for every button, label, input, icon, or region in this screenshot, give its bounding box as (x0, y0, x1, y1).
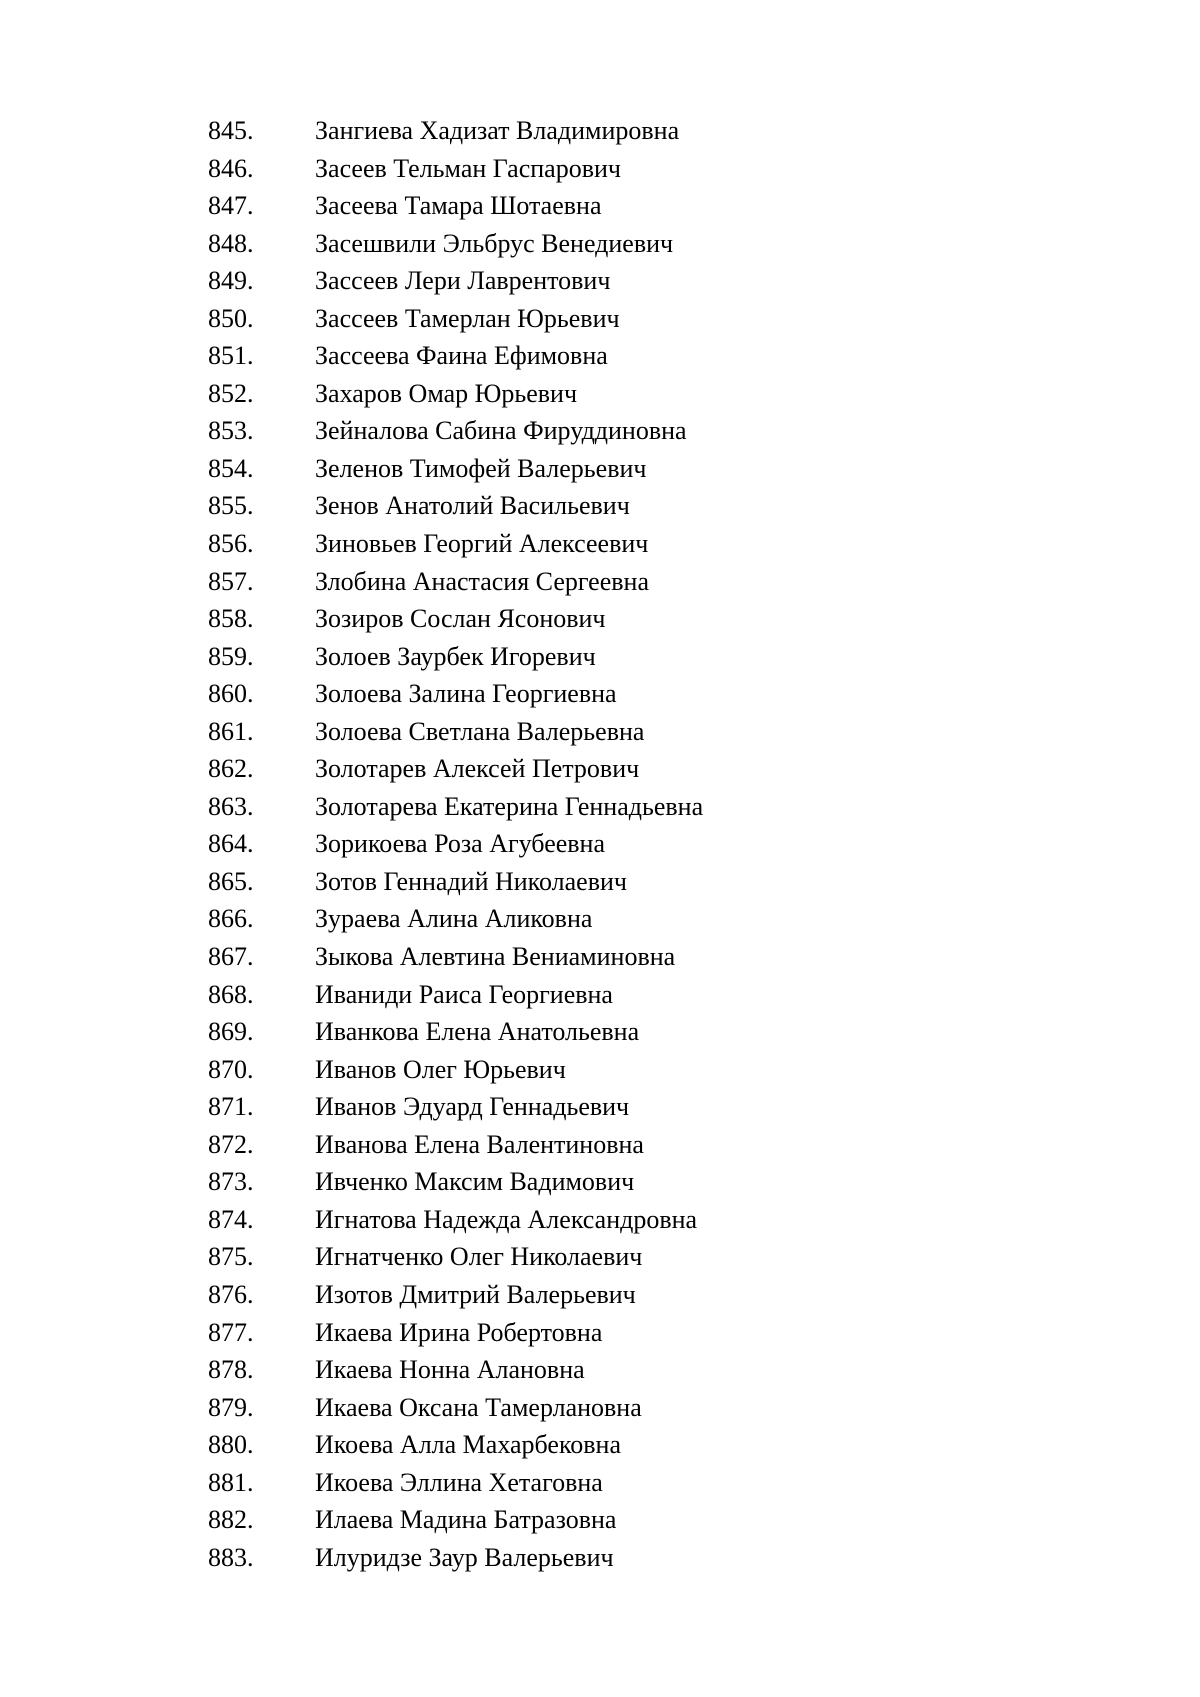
entry-number: 849. (208, 266, 254, 296)
entry-name: Илуридзе Заур Валерьевич (315, 1542, 614, 1572)
entry-name: Засеев Тельман Гаспарович (315, 153, 621, 183)
entry-number: 865. (208, 866, 254, 896)
entry-number: 864. (208, 829, 254, 859)
entry-number: 874. (208, 1204, 254, 1234)
entry-name: Икаева Ирина Робертовна (315, 1317, 603, 1347)
entry-number: 854. (208, 453, 254, 483)
entry-number: 862. (208, 754, 254, 784)
entry-number: 881. (208, 1467, 254, 1497)
entry-number: 847. (208, 191, 254, 221)
entry-number: 851. (208, 341, 254, 371)
entry-name: Захаров Омар Юрьевич (315, 378, 578, 408)
entry-name: Зеленов Тимофей Валерьевич (315, 453, 647, 483)
entry-number: 855. (208, 491, 254, 521)
entry-number: 877. (208, 1317, 254, 1347)
entry-number: 883. (208, 1542, 254, 1572)
entry-number: 850. (208, 303, 254, 333)
entry-number: 852. (208, 378, 254, 408)
entry-name: Зассеева Фаина Ефимовна (315, 341, 608, 371)
entry-name: Икоева Эллина Хетаговна (315, 1467, 603, 1497)
entry-name: Зиновьев Георгий Алексеевич (315, 529, 649, 559)
entry-number: 882. (208, 1505, 254, 1535)
entry-name: Зейналова Сабина Фируддиновна (315, 416, 687, 446)
entry-name: Игнатченко Олег Николаевич (315, 1242, 643, 1272)
entry-name: Золоева Залина Георгиевна (315, 679, 617, 709)
entry-number: 857. (208, 566, 254, 596)
entry-name: Иваниди Раиса Георгиевна (315, 979, 613, 1009)
entry-number: 859. (208, 641, 254, 671)
entry-number: 872. (208, 1129, 254, 1159)
entry-name: Зассеев Тамерлан Юрьевич (315, 303, 620, 333)
entry-name: Иванова Елена Валентиновна (315, 1129, 644, 1159)
entry-number: 869. (208, 1017, 254, 1047)
entry-number: 848. (208, 228, 254, 258)
entry-number: 846. (208, 153, 254, 183)
entry-number: 870. (208, 1054, 254, 1084)
entry-name: Засешвили Эльбрус Венедиевич (315, 228, 674, 258)
entry-number: 845. (208, 116, 254, 145)
entry-number: 871. (208, 1092, 254, 1122)
entry-name: Иванкова Елена Анатольевна (315, 1017, 640, 1047)
entry-name: Илаева Мадина Батразовна (315, 1505, 617, 1535)
entry-name: Ивченко Максим Вадимович (315, 1167, 635, 1197)
entry-name: Злобина Анастасия Сергеевна (315, 566, 649, 596)
entry-number: 868. (208, 979, 254, 1009)
entry-number: 878. (208, 1355, 254, 1385)
entry-number: 875. (208, 1242, 254, 1272)
entry-name: Зассеев Лери Лаврентович (315, 266, 611, 296)
entry-name: Золотарев Алексей Петрович (315, 754, 640, 784)
entry-name: Зыкова Алевтина Вениаминовна (315, 942, 676, 972)
entry-number: 858. (208, 604, 254, 634)
entry-name: Иванов Олег Юрьевич (315, 1054, 566, 1084)
entry-name: Золотарева Екатерина Геннадьевна (315, 791, 704, 821)
entry-name: Золоев Заурбек Игоревич (315, 641, 596, 671)
entry-name: Икаева Оксана Тамерлановна (315, 1392, 642, 1422)
entry-number: 866. (208, 904, 254, 934)
entry-name: Иванов Эдуард Геннадьевич (315, 1092, 630, 1122)
entry-name: Зураева Алина Аликовна (315, 904, 593, 934)
entry-number: 853. (208, 416, 254, 446)
entry-name: Засеева Тамара Шотаевна (315, 191, 602, 221)
entry-name: Зорикоева Роза Агубеевна (315, 829, 605, 859)
entry-number: 876. (208, 1279, 254, 1309)
entry-number: 879. (208, 1392, 254, 1422)
entry-name: Зотов Геннадий Николаевич (315, 866, 627, 896)
entry-name: Зангиева Хадизат Владимировна (315, 116, 680, 145)
entry-name: Зенов Анатолий Васильевич (315, 491, 630, 521)
entry-number: 861. (208, 716, 254, 746)
entry-number: 863. (208, 791, 254, 821)
entry-number: 873. (208, 1167, 254, 1197)
entry-name: Зозиров Сослан Ясонович (315, 604, 606, 634)
entry-name: Изотов Дмитрий Валерьевич (315, 1279, 636, 1309)
entry-name: Золоева Светлана Валерьевна (315, 716, 645, 746)
entry-name: Игнатова Надежда Александровна (315, 1204, 698, 1234)
entry-number: 860. (208, 679, 254, 709)
entry-number: 867. (208, 942, 254, 972)
entry-name: Икаева Нонна Алановна (315, 1355, 585, 1385)
entry-name: Икоева Алла Махарбековна (315, 1430, 622, 1460)
entry-number: 856. (208, 529, 254, 559)
entry-number: 880. (208, 1430, 254, 1460)
